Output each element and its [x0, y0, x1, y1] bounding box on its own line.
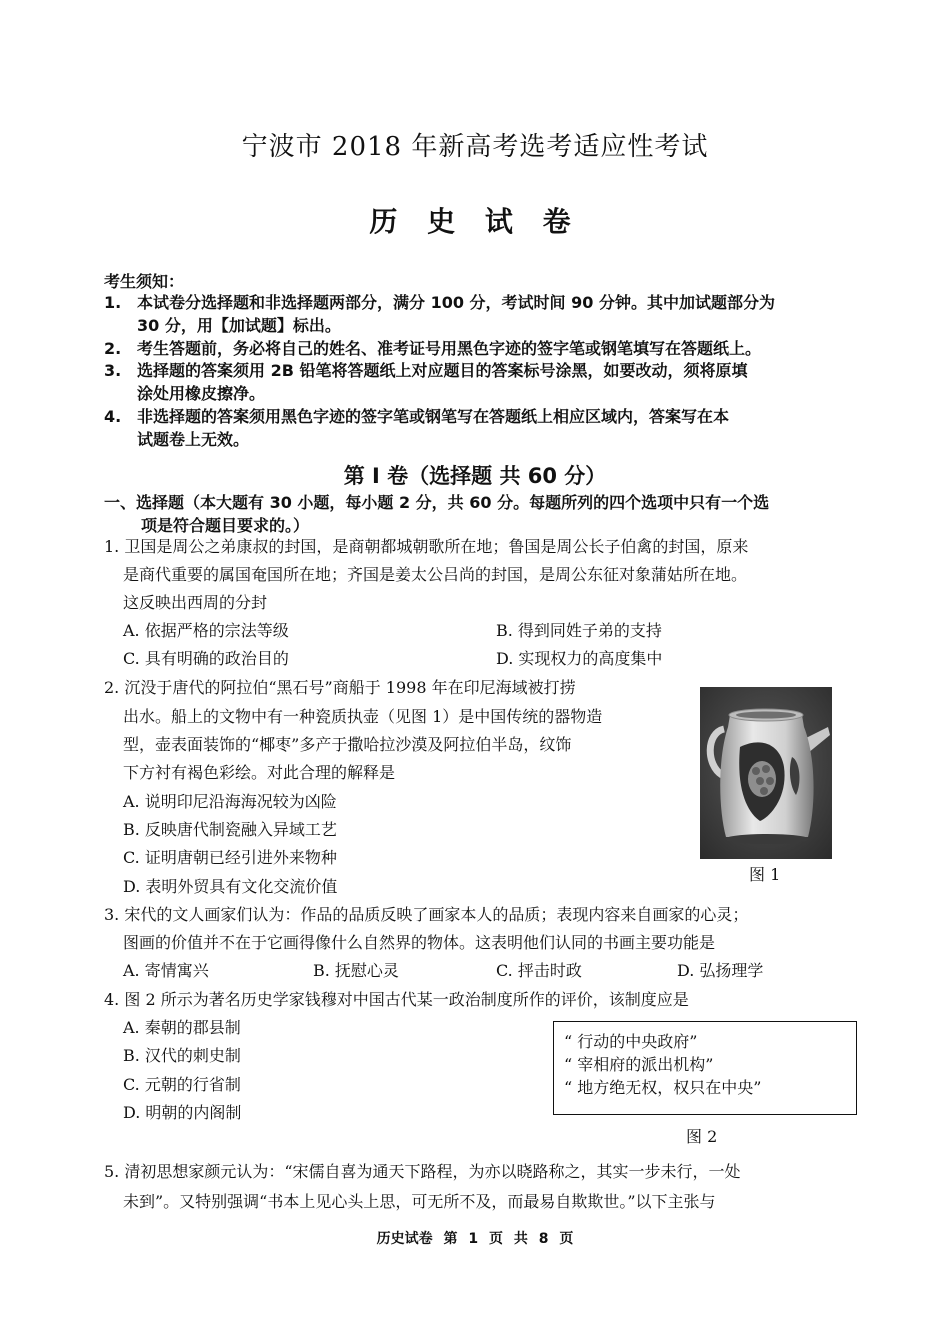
notice-text-4b: 试题卷上无效。 — [137, 430, 250, 449]
notice-text-4a: 非选择题的答案须用黑色字迹的签字笔或钢笔写在答题纸上相应区域内，答案写在本 — [137, 407, 730, 426]
q3-option-b: B. 抚慰心灵 — [313, 961, 399, 980]
q2-option-a: A. 说明印尼沿海海况较为凶险 — [123, 792, 337, 811]
part-heading-line1: 一、选择题（本大题有 30 小题，每小题 2 分，共 60 分。每题所列的四个选项中只有一个选 — [104, 493, 770, 512]
notice-num-4: 4. — [104, 407, 122, 426]
q2-line2: 出水。船上的文物中有一种瓷质执壶（见图 1）是中国传统的器物造 — [123, 707, 603, 726]
q4-line1: 4. 图 2 所示为著名历史学家钱穆对中国古代某一政治制度所作的评价，该制度应是 — [104, 990, 689, 1009]
quote-line-2: “ 宰相府的派出机构” — [564, 1055, 714, 1074]
q2-option-b: B. 反映唐代制瓷融入异域工艺 — [123, 820, 337, 839]
q4-option-b: B. 汉代的刺史制 — [123, 1046, 241, 1065]
exam-title: 宁波市 2018 年新高考选考适应性考试 — [241, 132, 709, 162]
notice-num-1: 1. — [104, 293, 122, 312]
q1-option-d: D. 实现权力的高度集中 — [496, 649, 663, 668]
q2-option-d: D. 表明外贸具有文化交流价值 — [123, 877, 338, 896]
part-heading-line2: 项是符合题目要求的。） — [141, 516, 310, 535]
q2-option-c: C. 证明唐朝已经引进外来物种 — [123, 848, 337, 867]
q2-line3: 型，壶表面装饰的“椰枣”多产于撒哈拉沙漠及阿拉伯半岛，纹饰 — [123, 735, 572, 754]
notice-text-1b: 30 分，用【加试题】标出。 — [137, 316, 341, 335]
notice-title: 考生须知： — [104, 272, 185, 291]
quote-line-3: “ 地方绝无权，权只在中央” — [564, 1078, 762, 1097]
figure-1-caption: 图 1 — [749, 865, 781, 884]
q4-option-a: A. 秦朝的郡县制 — [123, 1018, 241, 1037]
quote-line-1: “ 行动的中央政府” — [564, 1032, 698, 1051]
notice-num-3: 3. — [104, 361, 122, 380]
q2-line1: 2. 沉没于唐代的阿拉伯“黑石号”商船于 1998 年在印尼海域被打捞 — [104, 678, 576, 697]
q1-option-b: B. 得到同姓子弟的支持 — [496, 621, 662, 640]
ewer-illustration — [700, 687, 832, 859]
q2-line4: 下方衬有褐色彩绘。对此合理的解释是 — [123, 763, 396, 782]
q4-option-c: C. 元朝的行省制 — [123, 1075, 241, 1094]
q4-option-d: D. 明朝的内阁制 — [123, 1103, 242, 1122]
q5-line1: 5. 清初思想家颜元认为：“宋儒自喜为通天下路程，为亦以晓路称之，其实一步未行，一处 — [104, 1162, 741, 1181]
q1-line1: 1. 卫国是周公之弟康叔的封国，是商朝都城朝歌所在地；鲁国是周公长子伯禽的封国，原来 — [104, 537, 749, 556]
q3-option-c: C. 抨击时政 — [496, 961, 582, 980]
notice-text-2a: 考生答题前，务必将自己的姓名、准考证号用黑色字迹的签字笔或钢笔填写在答题纸上。 — [137, 339, 762, 358]
figure-2-caption: 图 2 — [686, 1127, 718, 1146]
q1-line2: 是商代重要的属国奄国所在地；齐国是姜太公吕尚的封国，是周公东征对象蒲姑所在地。 — [123, 565, 748, 584]
q3-line1: 3. 宋代的文人画家们认为：作品的品质反映了画家本人的品质；表现内容来自画家的心灵； — [104, 905, 749, 924]
q1-line3: 这反映出西周的分封 — [123, 593, 268, 612]
q1-option-a: A. 依据严格的宗法等级 — [123, 621, 289, 640]
q3-option-a: A. 寄情寓兴 — [123, 961, 209, 980]
notice-num-2: 2. — [104, 339, 122, 358]
q3-option-d: D. 弘扬理学 — [677, 961, 764, 980]
figure-1-ewer-photo — [700, 687, 832, 859]
section-title: 第 Ⅰ 卷（选择题 共 60 分） — [343, 464, 607, 488]
notice-text-1a: 本试卷分选择题和非选择题两部分，满分 100 分，考试时间 90 分钟。其中加试题部分为 — [137, 293, 775, 312]
notice-text-3a: 选择题的答案须用 2B 铅笔将答题纸上对应题目的答案标号涂黑，如要改动，须将原填 — [137, 361, 748, 380]
q3-line2: 图画的价值并不在于它画得像什么自然界的物体。这表明他们认同的书画主要功能是 — [123, 933, 716, 952]
q5-line2: 未到”。又特别强调“书本上见心头上思，可无所不及，而最易自欺欺世。”以下主张与 — [123, 1192, 716, 1211]
notice-text-3b: 涂处用橡皮擦净。 — [137, 384, 266, 403]
page-footer: 历史试卷 第 1 页 共 8 页 — [376, 1231, 574, 1247]
q1-option-c: C. 具有明确的政治目的 — [123, 649, 289, 668]
subject-title: 历 史 试 卷 — [369, 205, 581, 238]
